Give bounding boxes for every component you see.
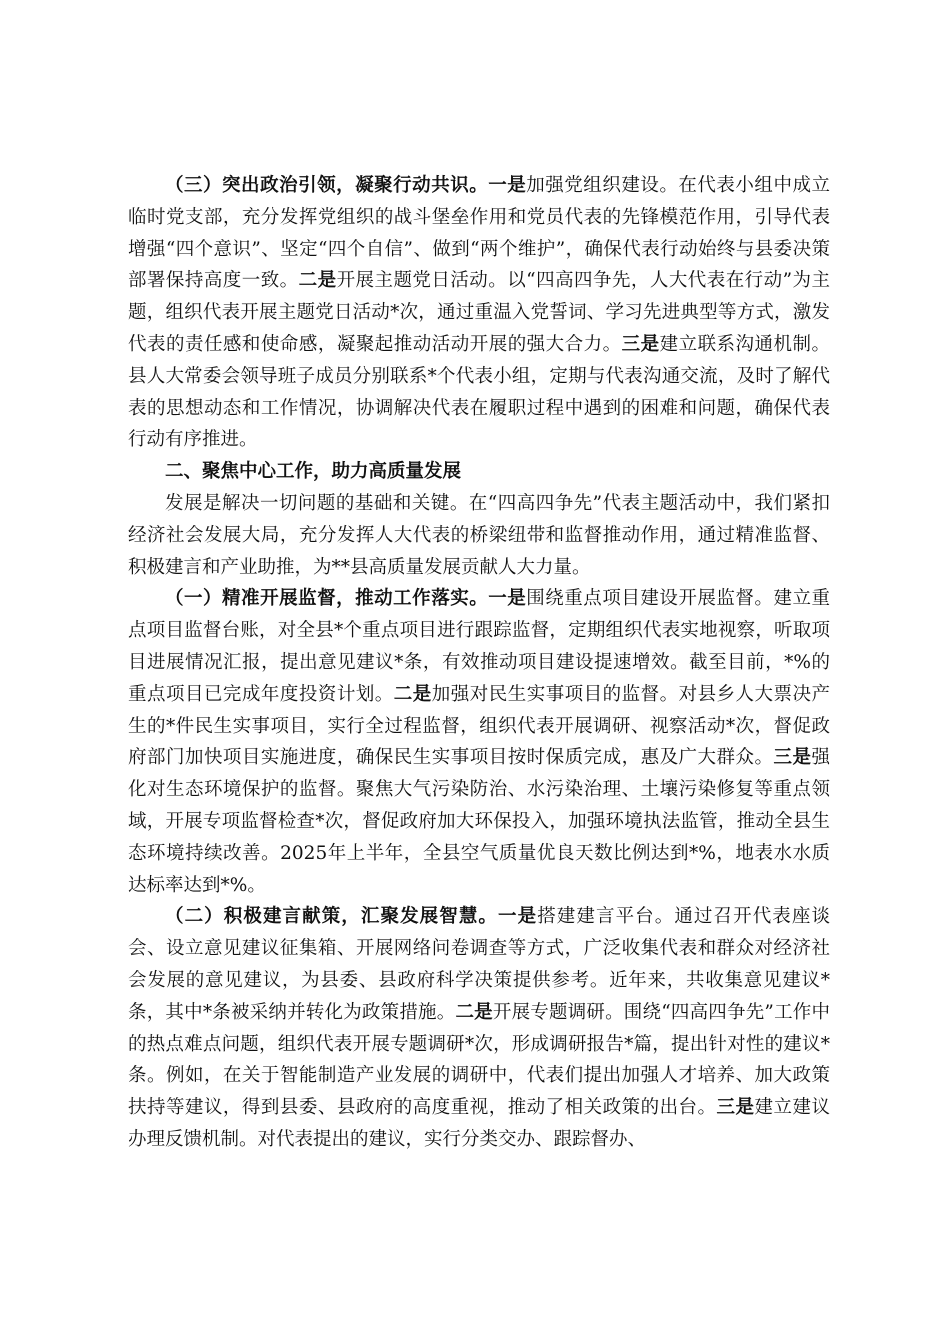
chapter-heading-2: 二、聚焦中心工作，助力高质量发展	[165, 461, 462, 483]
paragraph-text: 搭建建言平台。通过召开代表座谈会、设立意见建议征集箱、开展网络问卷调查等方式，广泛收集代表和群众对经济社会发展的意见建议，为县委、县政府科学决策提供参考。近年来，共收集意见建议*条，其中*条被采纳并转化为政策措施。	[128, 906, 830, 1023]
paragraph-text: 开展主题党日活动。以“四高四争先，人大代表在行动”为主题，组织代表开展主题党日活动*次，通过重温入党誓词、学习先进典型等方式，激发代表的责任感和使命感，凝聚起推动活动开展的强大合力。	[128, 270, 830, 355]
point-label: 二是	[393, 683, 432, 705]
paragraph-text: 建立联系沟通机制。县人大常委会领导班子成员分别联系*个代表小组，定期与代表沟通交流，及时了解代表的思想动态和工作情况，协调解决代表在履职过程中遇到的困难和问题，确保代表行动有序推进。	[128, 333, 830, 451]
point-label: 三是	[716, 1097, 755, 1119]
point-label: 三是	[621, 333, 660, 355]
point-label: 二是	[455, 1001, 493, 1023]
paragraph-intro-development	[128, 488, 830, 583]
paragraph-text: 围绕重点项目建设开展监督。建立重点项目监督台账，对全县*个重点项目进行跟踪监督，定期组织代表实地视察，听取项目进展情况汇报，提出意见建议*条，有效推动项目建设提速增效。截至目前，*%的重点项目已完成年度投资计划。	[128, 588, 830, 705]
point-label: 二是	[298, 270, 337, 292]
point-label: 一是	[488, 588, 527, 610]
paragraph-political-leadership	[128, 170, 830, 456]
paragraph-text: 加强对民生实事项目的监督。对县乡人大票决产生的*件民生实事项目，实行全过程监督，组织代表开展调研、视察活动*次，督促政府部门加快项目实施进度，确保民生实事项目按时保质完成，惠及广大群众。	[128, 683, 830, 769]
paragraph-text: 加强党组织建设。在代表小组中成立临时党支部，充分发挥党组织的战斗堡垒作用和党员代表的先锋模范作用，引导代表增强“四个意识”、坚定“四个自信”、做到“两个维护”，确保代表行动始终与县委决策部署保持高度一致。	[128, 175, 830, 292]
section-heading-1: （一）精准开展监督，推动工作落实。	[165, 588, 489, 610]
point-label: 一是	[498, 906, 538, 928]
section-heading-2: （二）积极建言献策，汇聚发展智慧。	[165, 906, 499, 928]
paragraph-text: 开展专题调研。围绕“四高四争先”工作中的热点难点问题，组织代表开展专题调研*次，形成调研报告*篇，提出针对性的建议*条。例如，在关于智能制造产业发展的调研中，代表们提出加强人才培养、加大政策扶持等建议，得到县委、县政府的高度重视，推动了相关政策的出台。	[128, 1001, 830, 1119]
paragraph-text: 建立建议办理反馈机制。对代表提出的建议，实行分类交办、跟踪督办、	[128, 1097, 830, 1150]
paragraph-supervision	[128, 583, 830, 901]
paragraph-text: 强化对生态环境保护的监督。聚焦大气污染防治、水污染治理、土壤污染修复等重点领域，开展专项监督检查*次，督促政府加大环保投入，加强环境执法监管，推动全县生态环境持续改善。2025年上半年，全县空气质量优良天数比例达到*%，地表水水质达标率达到*%。	[128, 747, 830, 896]
document-page	[128, 170, 830, 1156]
paragraph-text: 发展是解决一切问题的基础和关键。在“四高四争先”代表主题活动中，我们紧扣经济社会发展大局，充分发挥人大代表的桥梁纽带和监督推动作用，通过精准监督、积极建言和产业助推，为**县高质量发展贡献人大力量。	[128, 492, 830, 578]
point-label: 三是	[773, 747, 812, 769]
section-heading-3: （三）突出政治引领，凝聚行动共识。	[165, 175, 489, 196]
point-label: 一是	[488, 175, 527, 196]
paragraph-suggestions	[128, 901, 830, 1155]
